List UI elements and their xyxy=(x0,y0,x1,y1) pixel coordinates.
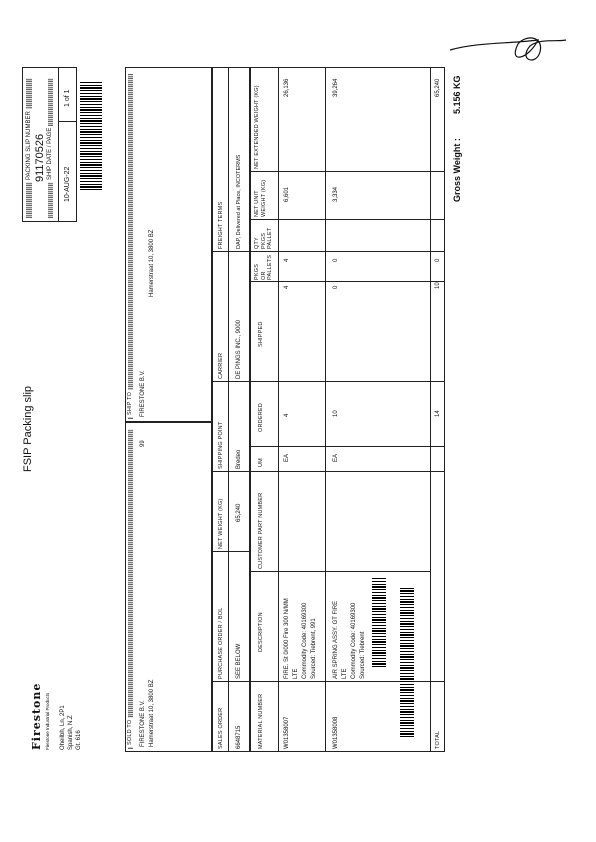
row2-unit-weight: 3,334 xyxy=(333,186,339,202)
header-barcode xyxy=(80,80,102,190)
row2-pkgs: 0 xyxy=(333,258,339,262)
row1-material: W01358007 xyxy=(284,716,290,749)
row2-shipped: 0 xyxy=(333,285,339,289)
row2-ext-weight: 39,264 xyxy=(333,78,339,97)
hdr-sales-order: SALES ORDER xyxy=(218,707,224,749)
val-freight-terms: DAP, Delivered at Place, INCOTERMS xyxy=(236,154,242,249)
col-ext-weight: NET EXTENDED WEIGHT (KG) xyxy=(254,85,260,169)
total-ext-weight: 65,240 xyxy=(435,78,441,97)
hdr-freight-terms: FREIGHT TERMS xyxy=(218,201,224,249)
col-shipped: SHIPPED xyxy=(258,321,264,347)
item-barcode-2 xyxy=(400,587,414,737)
sold-to-line-3: 99 xyxy=(140,440,146,447)
gross-weight-label: Gross Weight : xyxy=(452,138,462,202)
row2-desc-4: Sourced: Tiebrent xyxy=(360,631,366,679)
row1-desc-3: Commodity Code: 40169300 xyxy=(302,602,308,679)
val-net-weight: 65,240 xyxy=(236,503,242,522)
total-ordered: 14 xyxy=(435,410,441,417)
doc-title: FSIP Packing slip xyxy=(22,385,34,472)
brand-logo: Firestone xyxy=(30,682,43,750)
sold-to-line-2: Hamerstraat 10, 3800 BZ xyxy=(149,679,155,747)
sold-to-line-1: FIRESTONE B.V. xyxy=(140,700,146,747)
row2-desc-2: LTE xyxy=(342,668,348,679)
col-unit-weight: NET UNIT WEIGHT (KG) xyxy=(254,179,267,217)
row2-um: EA xyxy=(333,453,339,462)
hdr-net-weight: NET WEIGHT (KG) xyxy=(218,498,224,549)
brand-subtitle: Firestone Industrial Products xyxy=(45,692,50,750)
col-um: UM xyxy=(258,458,264,467)
ship-to-line-1: FIRESTONE B.V. xyxy=(140,370,146,417)
col-material: MATERIAL NUMBER xyxy=(258,693,264,749)
val-sales-order: 6648715 xyxy=(236,725,242,749)
address-line-2: Spanish, N.Z xyxy=(68,715,74,750)
total-pkgs: 0 xyxy=(435,258,441,262)
ship-date: 10-AUG-22 xyxy=(64,166,71,202)
row1-unit-weight: 6,601 xyxy=(284,186,290,202)
row1-desc-1: FIRE. St 0/000 Fire 300 N/MM xyxy=(284,598,290,679)
sold-to-label: SOLD TO xyxy=(127,719,133,745)
col-qty-pkgs: QTY PKGS PALLET xyxy=(254,227,273,249)
row1-ext-weight: 26,136 xyxy=(284,78,290,97)
row2-desc-3: Commodity Code: 40169300 xyxy=(351,602,357,679)
total-label: TOTAL xyxy=(435,730,441,749)
packing-slip-number: 91170526 xyxy=(34,133,46,182)
page-number: 1 of 1 xyxy=(64,89,71,107)
ship-to-label: SHIP TO xyxy=(127,391,133,415)
row2-material: W01358008 xyxy=(333,716,339,749)
col-description: DESCRIPTION xyxy=(258,612,264,652)
address-line-3: Gt. 616 xyxy=(76,730,82,750)
col-pkgs: PKGS OR PALLETS xyxy=(254,254,273,280)
item-barcode-1 xyxy=(372,577,386,667)
ship-date-label: SHIP DATE / PAGE xyxy=(47,127,53,180)
col-customer-part: CUSTOMER PART NUMBER xyxy=(258,492,264,569)
items-table xyxy=(250,67,445,752)
row1-um: EA xyxy=(284,453,290,462)
ship-to-box xyxy=(125,67,212,422)
row1-desc-4: Sourced: Tiebrent, 991 xyxy=(311,618,317,679)
hdr-carrier: CARRIER xyxy=(218,352,224,379)
gross-weight-value: 5.156 KG xyxy=(452,75,462,114)
total-shipped: 10 xyxy=(435,282,441,289)
sold-to-box xyxy=(125,422,212,752)
hdr-shipping-point: SHIPPING POINT xyxy=(218,421,224,469)
packing-slip-title: PACKING SLIP NUMBER xyxy=(26,111,32,180)
row1-shipped: 4 xyxy=(284,285,290,289)
row2-desc-1: AIR SPRING ASSY. GT FIRE xyxy=(333,600,339,679)
hdr-purchase-order: PURCHASE ORDER / BOL xyxy=(218,607,224,679)
col-ordered: ORDERED xyxy=(258,403,264,432)
row1-pkgs: 4 xyxy=(284,258,290,262)
row1-desc-2: LTE xyxy=(293,668,299,679)
val-purchase-order: SEE BELOW xyxy=(236,643,242,679)
row1-ordered: 4 xyxy=(284,413,290,417)
row2-ordered: 10 xyxy=(333,410,339,417)
val-carrier: DE PINGS INC., 9000 xyxy=(236,319,242,379)
val-shipping-point: Bredeo xyxy=(236,449,242,469)
ship-to-line-2: Hamerstraat 10, 3800 BZ xyxy=(149,229,155,297)
address-line-1: Oheilbh, Ln, 2P1 xyxy=(60,705,66,750)
